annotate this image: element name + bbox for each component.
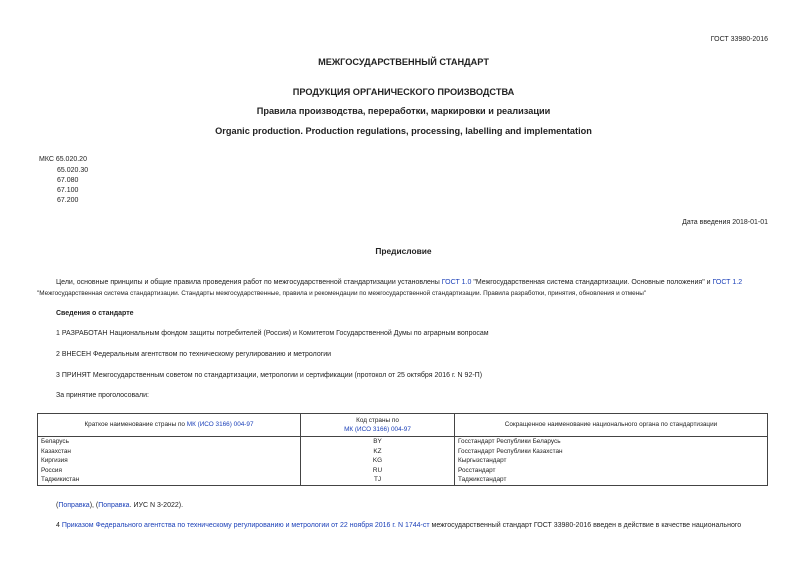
mks-code-1: 65.020.30 — [57, 167, 89, 174]
amendments-open: ( — [56, 502, 59, 509]
country-name: Таджикистан — [38, 475, 301, 485]
table-row — [38, 466, 768, 476]
table-row — [38, 437, 768, 447]
table-row — [38, 456, 768, 466]
item-4-text: межгосударственный стандарт ГОСТ 33980-2016 введен в действие в качестве национального — [431, 522, 742, 529]
mks-code-4: 67.200 — [57, 197, 79, 204]
country-code: BY — [301, 437, 455, 447]
mks-code-2: 67.080 — [57, 177, 79, 184]
standards-body: Росстандарт — [455, 466, 768, 476]
item-1-developed: 1 РАЗРАБОТАН Национальным фондом защиты потребителей (Россия) и Комитетом Государственной Думы по аграрным вопросам — [56, 330, 489, 337]
order-link[interactable]: Приказом Федерального агентства по техническому регулированию и метрологии от 22 ноября 2016 г. N 1744-ст — [61, 522, 430, 529]
gost-1-2-link[interactable]: ГОСТ 1.2 — [712, 279, 743, 286]
gost-1-0-link[interactable]: ГОСТ 1.0 — [441, 279, 472, 286]
standards-body: Кыргызстандарт — [455, 456, 768, 466]
amendment-link-1[interactable]: Поправка — [58, 502, 90, 509]
country-name: Беларусь — [38, 437, 301, 447]
amendment-link-2[interactable]: Поправка — [98, 502, 130, 509]
amendments-note — [56, 502, 183, 509]
amendments-rest: . ИУС N 3-2022). — [129, 502, 184, 509]
header-country-code — [301, 414, 455, 437]
country-code: KZ — [301, 447, 455, 457]
standards-body: Таджикстандарт — [455, 475, 768, 485]
amendments-separator: ), ( — [89, 502, 99, 509]
country-name: Киргизия — [38, 456, 301, 466]
preface-paragraph-line2: "Межгосударственная система стандартизации. Стандарты межгосударственные, правила и рекомендации по межгосударственной стандартизации. Правила разработки, принятия, обновления и отмены" — [37, 290, 647, 297]
header-country-text: Краткое наименование страны по — [84, 421, 185, 429]
standards-body: Госстандарт Республики Беларусь — [455, 437, 768, 447]
voting-countries-table — [37, 413, 768, 486]
header-country-name — [38, 414, 301, 437]
preface-text-mid: "Межгосударственная система стандартизации. Основные положения" и — [473, 279, 711, 286]
item-4-enacted — [56, 522, 741, 529]
table-row — [38, 475, 768, 485]
item-4-number: 4 — [56, 522, 60, 529]
voted-label: За принятие проголосовали: — [56, 392, 149, 399]
table-row — [38, 447, 768, 457]
table-header-row — [38, 414, 768, 437]
country-name: Казахстан — [38, 447, 301, 457]
subtitle-ru: Правила производства, переработки, маркировки и реализации — [256, 106, 551, 116]
standard-type: МЕЖГОСУДАРСТВЕННЫЙ СТАНДАРТ — [318, 57, 489, 67]
document-number: ГОСТ 33980-2016 — [710, 36, 768, 43]
country-code: RU — [301, 466, 455, 476]
subtitle-en: Organic production. Production regulations, processing, labelling and implementation — [215, 126, 592, 136]
standard-info-heading: Сведения о стандарте — [56, 310, 134, 317]
document-title: ПРОДУКЦИЯ ОРГАНИЧЕСКОГО ПРОИЗВОДСТВА — [292, 87, 515, 97]
country-code: KG — [301, 456, 455, 466]
mks-code-3: 67.100 — [57, 187, 79, 194]
item-3-adopted: 3 ПРИНЯТ Межгосударственным советом по стандартизации, метрологии и сертификации (протокол от 25 октября 2016 г. N 92-П) — [56, 372, 483, 379]
mks-code-0: МКС 65.020.20 — [39, 156, 87, 163]
preface-paragraph — [56, 279, 742, 286]
header-code-link[interactable]: МК (ИСО 3166) 004-97 — [344, 426, 411, 433]
introduction-date: Дата введения 2018-01-01 — [682, 219, 768, 226]
header-country-link[interactable]: МК (ИСО 3166) 004-97 — [186, 421, 254, 429]
header-code-text: Код страны по — [356, 416, 399, 424]
preface-heading: Предисловие — [375, 246, 432, 256]
country-code: TJ — [301, 475, 455, 485]
preface-text-start: Цели, основные принципы и общие правила проведения работ по межгосударственной стандартизации установлены — [56, 279, 440, 286]
header-standards-body: Сокращенное наименование национального органа по стандартизации — [455, 414, 768, 437]
country-name: Россия — [38, 466, 301, 476]
standards-body: Госстандарт Республики Казахстан — [455, 447, 768, 457]
item-2-submitted: 2 ВНЕСЕН Федеральным агентством по техническому регулированию и метрологии — [56, 351, 332, 358]
